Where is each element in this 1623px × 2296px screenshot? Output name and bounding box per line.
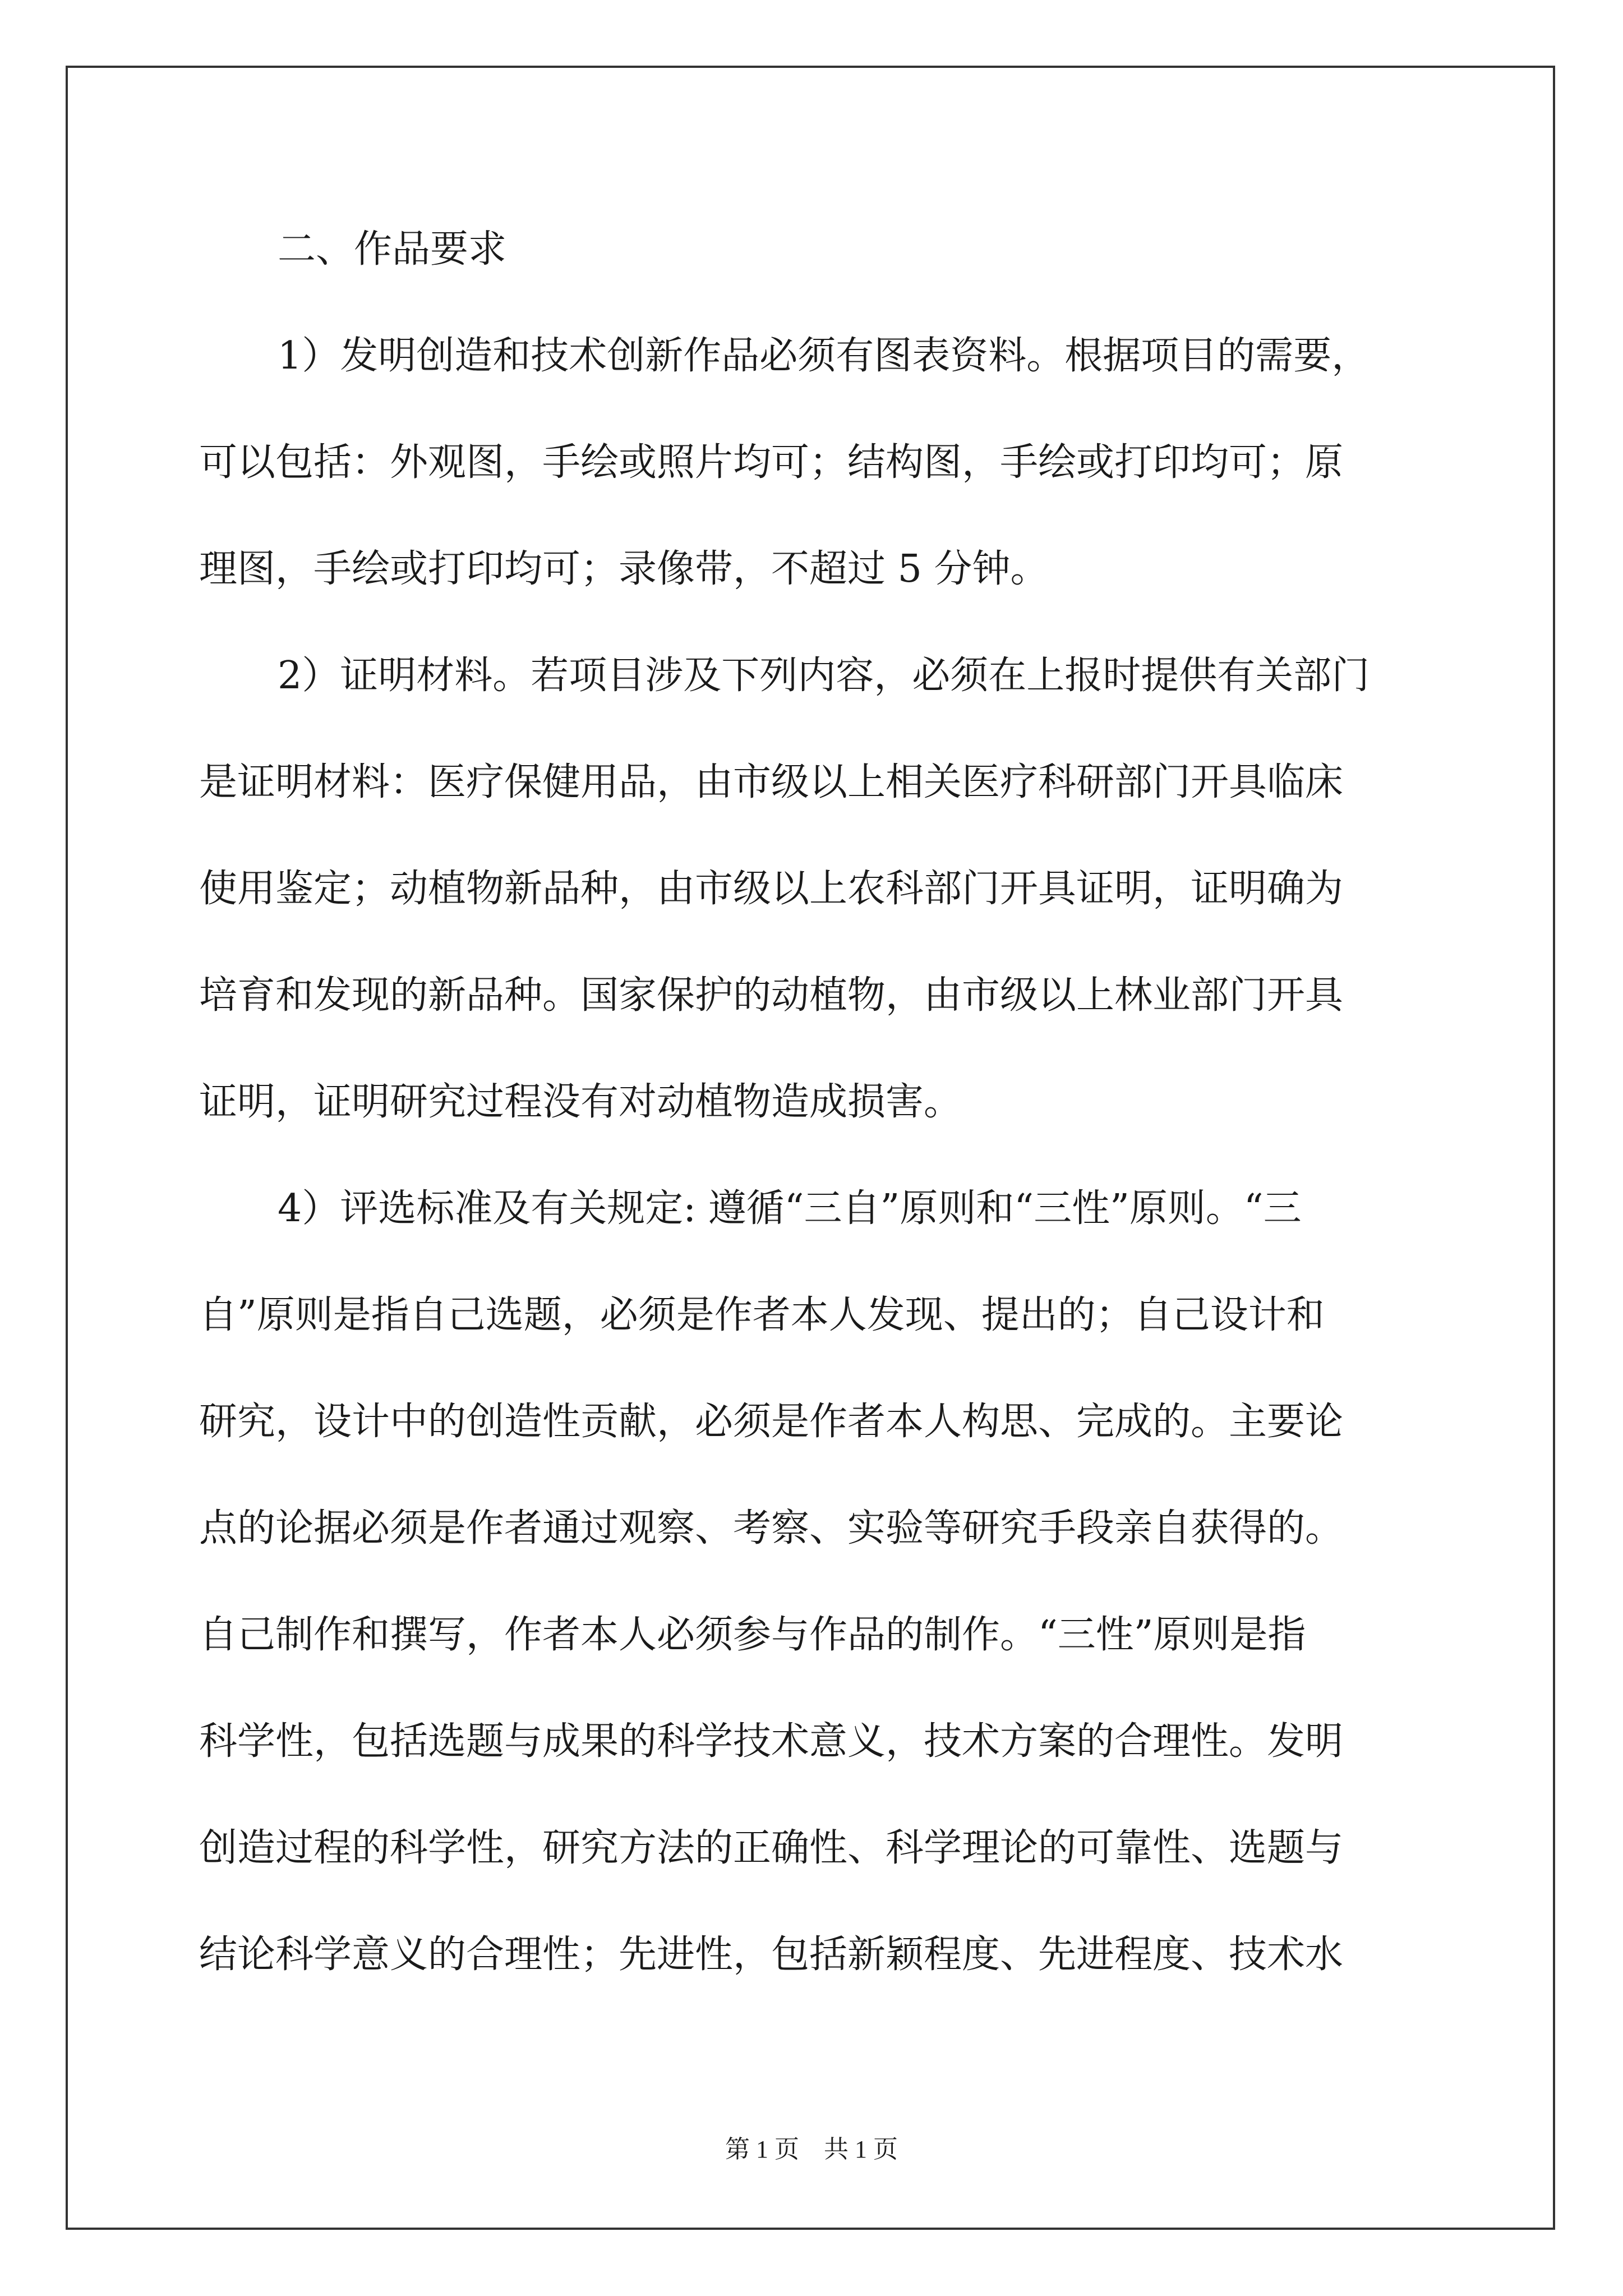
paragraph-line: 自”原则是指自己选题，必须是作者本人发现、提出的；自己设计和 xyxy=(199,1293,1325,1337)
paragraph-line: 4）评选标准及有关规定: 遵循“三自”原则和“三性”原则。“三 xyxy=(278,1186,1302,1231)
paragraph-line: 2）证明材料。若项目涉及下列内容，必须在上报时提供有关部门 xyxy=(278,654,1370,698)
section-heading: 二、作品要求 xyxy=(278,227,507,272)
paragraph-line: 点的论据必须是作者通过观察、考察、实验等研究手段亲自获得的。 xyxy=(199,1506,1344,1550)
page-border xyxy=(66,66,1555,2230)
paragraph-line: 研究，设计中的创造性贡献，必须是作者本人构思、完成的。主要论 xyxy=(199,1400,1344,1444)
page-footer: 第 1 页 共 1 页 xyxy=(725,2136,898,2163)
paragraph-line: 自己制作和撰写，作者本人必须参与作品的制作。“三性”原则是指 xyxy=(199,1613,1306,1657)
paragraph-line: 使用鉴定；动植物新品种，由市级以上农科部门开具证明，证明确为 xyxy=(199,867,1344,911)
paragraph-line: 是证明材料：医疗保健用品，由市级以上相关医疗科研部门开具临床 xyxy=(199,760,1344,804)
paragraph-line: 结论科学意义的合理性；先进性，包括新颖程度、先进程度、技术水 xyxy=(199,1932,1344,1977)
paragraph-line: 科学性，包括选题与成果的科学技术意义，技术方案的合理性。发明 xyxy=(199,1719,1344,1764)
paragraph-line: 创造过程的科学性，研究方法的正确性、科学理论的可靠性、选题与 xyxy=(199,1826,1344,1870)
paragraph-line: 培育和发现的新品种。国家保护的动植物，由市级以上林业部门开具 xyxy=(199,973,1344,1018)
paragraph-line: 证明，证明研究过程没有对动植物造成损害。 xyxy=(199,1080,962,1124)
paragraph-line: 理图，手绘或打印均可；录像带，不超过 5 分钟。 xyxy=(199,547,1049,591)
paragraph-line: 可以包括：外观图，手绘或照片均可；结构图，手绘或打印均可；原 xyxy=(199,440,1344,485)
paragraph-line: 1）发明创造和技术创新作品必须有图表资料。根据项目的需要， xyxy=(278,334,1370,378)
